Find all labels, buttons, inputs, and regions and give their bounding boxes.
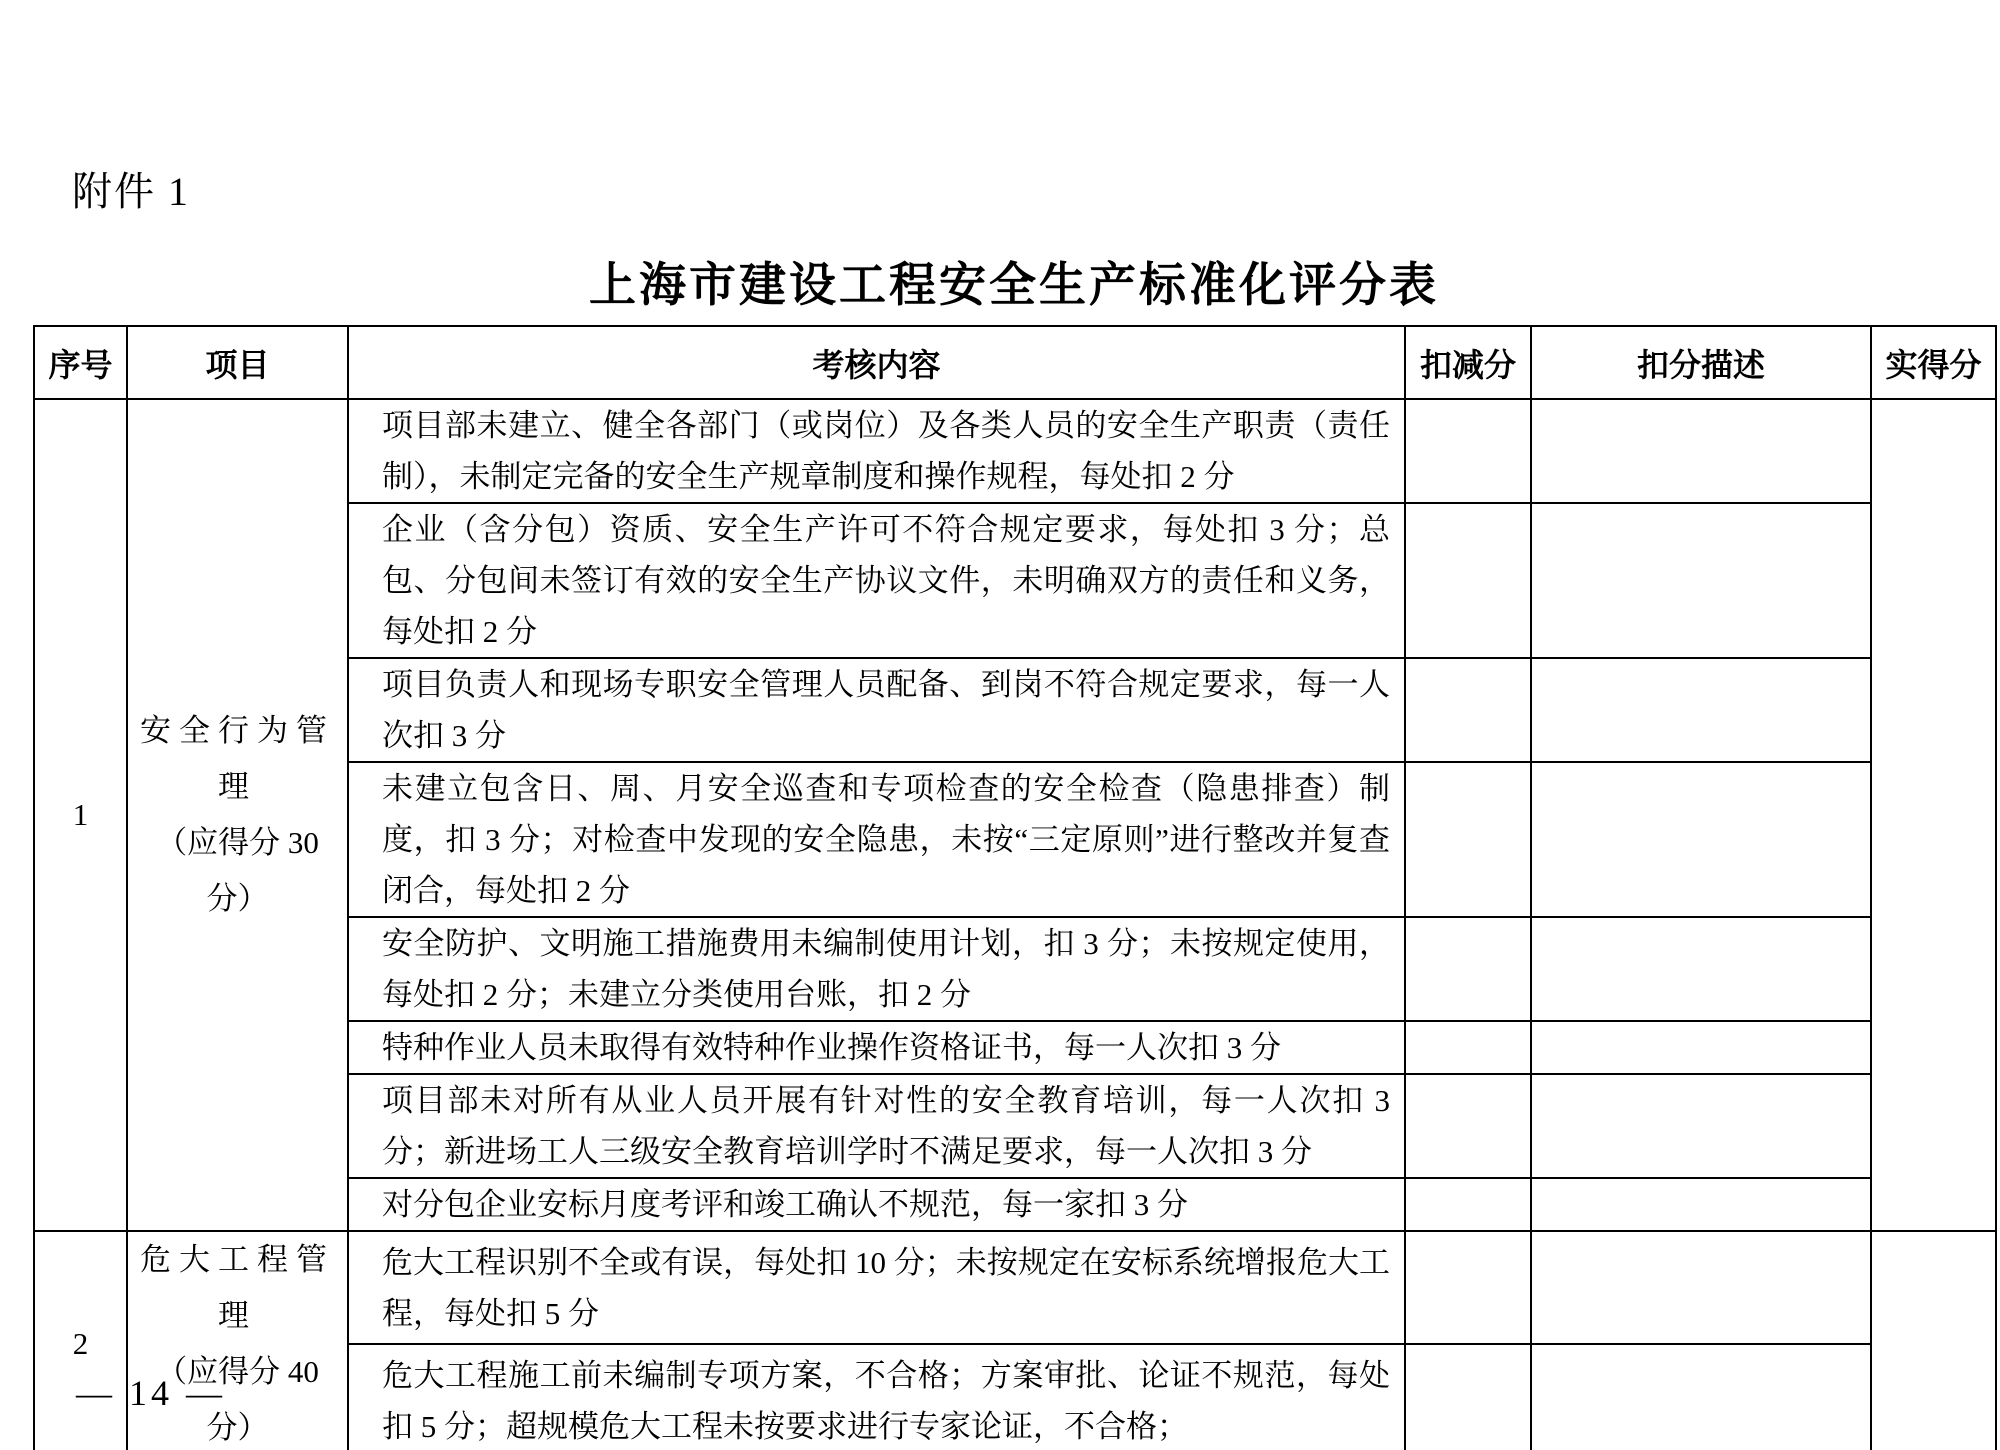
score-table bbox=[33, 325, 1997, 1450]
deduction-desc-cell bbox=[1531, 399, 1871, 503]
deduction-points-cell bbox=[1405, 658, 1531, 762]
table-row bbox=[34, 1231, 1996, 1344]
deduction-points-cell bbox=[1405, 762, 1531, 917]
seq-cell: 2 bbox=[34, 1231, 127, 1450]
item-name: 危大工程管理 bbox=[140, 1242, 335, 1333]
seq-cell: 1 bbox=[34, 399, 127, 1231]
deduction-points-cell bbox=[1405, 1344, 1531, 1450]
deduction-desc-cell bbox=[1531, 1178, 1871, 1231]
deduction-desc-cell bbox=[1531, 1021, 1871, 1074]
deduction-points-cell bbox=[1405, 1231, 1531, 1344]
deduction-desc-cell bbox=[1531, 762, 1871, 917]
deduction-points-cell bbox=[1405, 1021, 1531, 1074]
table-header-row bbox=[34, 326, 1996, 399]
content-cell: 特种作业人员未取得有效特种作业操作资格证书，每一人次扣 3 分 bbox=[348, 1021, 1405, 1074]
deduction-points-cell bbox=[1405, 503, 1531, 658]
item-name: 安全行为管理 bbox=[140, 713, 335, 804]
header-cell-actual-score: 实得分 bbox=[1871, 326, 1996, 399]
content-cell: 未建立包含日、周、月安全巡查和专项检查的安全检查（隐患排查）制度，扣 3 分；对检查中发现的安全隐患，未按“三定原则”进行整改并复查闭合，每处扣 2 分 bbox=[348, 762, 1405, 917]
header-cell-item: 项目 bbox=[127, 326, 348, 399]
deduction-desc-cell bbox=[1531, 1231, 1871, 1344]
content-cell: 危大工程施工前未编制专项方案，不合格；方案审批、论证不规范，每处扣 5 分；超规模危大工程未按要求进行专家论证，不合格； bbox=[348, 1344, 1405, 1450]
deduction-desc-cell bbox=[1531, 1074, 1871, 1178]
header-cell-content: 考核内容 bbox=[348, 326, 1405, 399]
deduction-points-cell bbox=[1405, 399, 1531, 503]
attachment-label: 附件 1 bbox=[72, 169, 190, 214]
item-score: （应得分 40 分） bbox=[156, 1354, 319, 1445]
item-cell bbox=[127, 399, 348, 1231]
deduction-desc-cell bbox=[1531, 917, 1871, 1021]
content-cell: 对分包企业安标月度考评和竣工确认不规范，每一家扣 3 分 bbox=[348, 1178, 1405, 1231]
content-cell: 项目部未建立、健全各部门（或岗位）及各类人员的安全生产职责（责任制），未制定完备的安全生产规章制度和操作规程，每处扣 2 分 bbox=[348, 399, 1405, 503]
header-cell-deduction-desc: 扣分描述 bbox=[1531, 326, 1871, 399]
header-cell-seq: 序号 bbox=[34, 326, 127, 399]
actual-score-cell bbox=[1871, 399, 1996, 1231]
deduction-desc-cell bbox=[1531, 503, 1871, 658]
page-title: 上海市建设工程安全生产标准化评分表 bbox=[589, 260, 1439, 312]
item-cell bbox=[127, 1231, 348, 1450]
header-cell-deduction: 扣减分 bbox=[1405, 326, 1531, 399]
content-cell: 项目部未对所有从业人员开展有针对性的安全教育培训，每一人次扣 3 分；新进场工人三级安全教育培训学时不满足要求，每一人次扣 3 分 bbox=[348, 1074, 1405, 1178]
actual-score-cell bbox=[1871, 1231, 1996, 1450]
deduction-desc-cell bbox=[1531, 1344, 1871, 1450]
item-score: （应得分 30 分） bbox=[156, 825, 319, 916]
deduction-desc-cell bbox=[1531, 658, 1871, 762]
deduction-points-cell bbox=[1405, 917, 1531, 1021]
deduction-points-cell bbox=[1405, 1178, 1531, 1231]
table-row bbox=[34, 399, 1996, 503]
content-cell: 安全防护、文明施工措施费用未编制使用计划，扣 3 分；未按规定使用，每处扣 2 分；未建立分类使用台账，扣 2 分 bbox=[348, 917, 1405, 1021]
content-cell: 危大工程识别不全或有误，每处扣 10 分；未按规定在安标系统增报危大工程，每处扣 5 分 bbox=[348, 1231, 1405, 1344]
deduction-points-cell bbox=[1405, 1074, 1531, 1178]
content-cell: 项目负责人和现场专职安全管理人员配备、到岗不符合规定要求，每一人次扣 3 分 bbox=[348, 658, 1405, 762]
page-number: — 14 — bbox=[76, 1373, 226, 1413]
content-cell: 企业（含分包）资质、安全生产许可不符合规定要求，每处扣 3 分；总包、分包间未签订有效的安全生产协议文件，未明确双方的责任和义务，每处扣 2 分 bbox=[348, 503, 1405, 658]
